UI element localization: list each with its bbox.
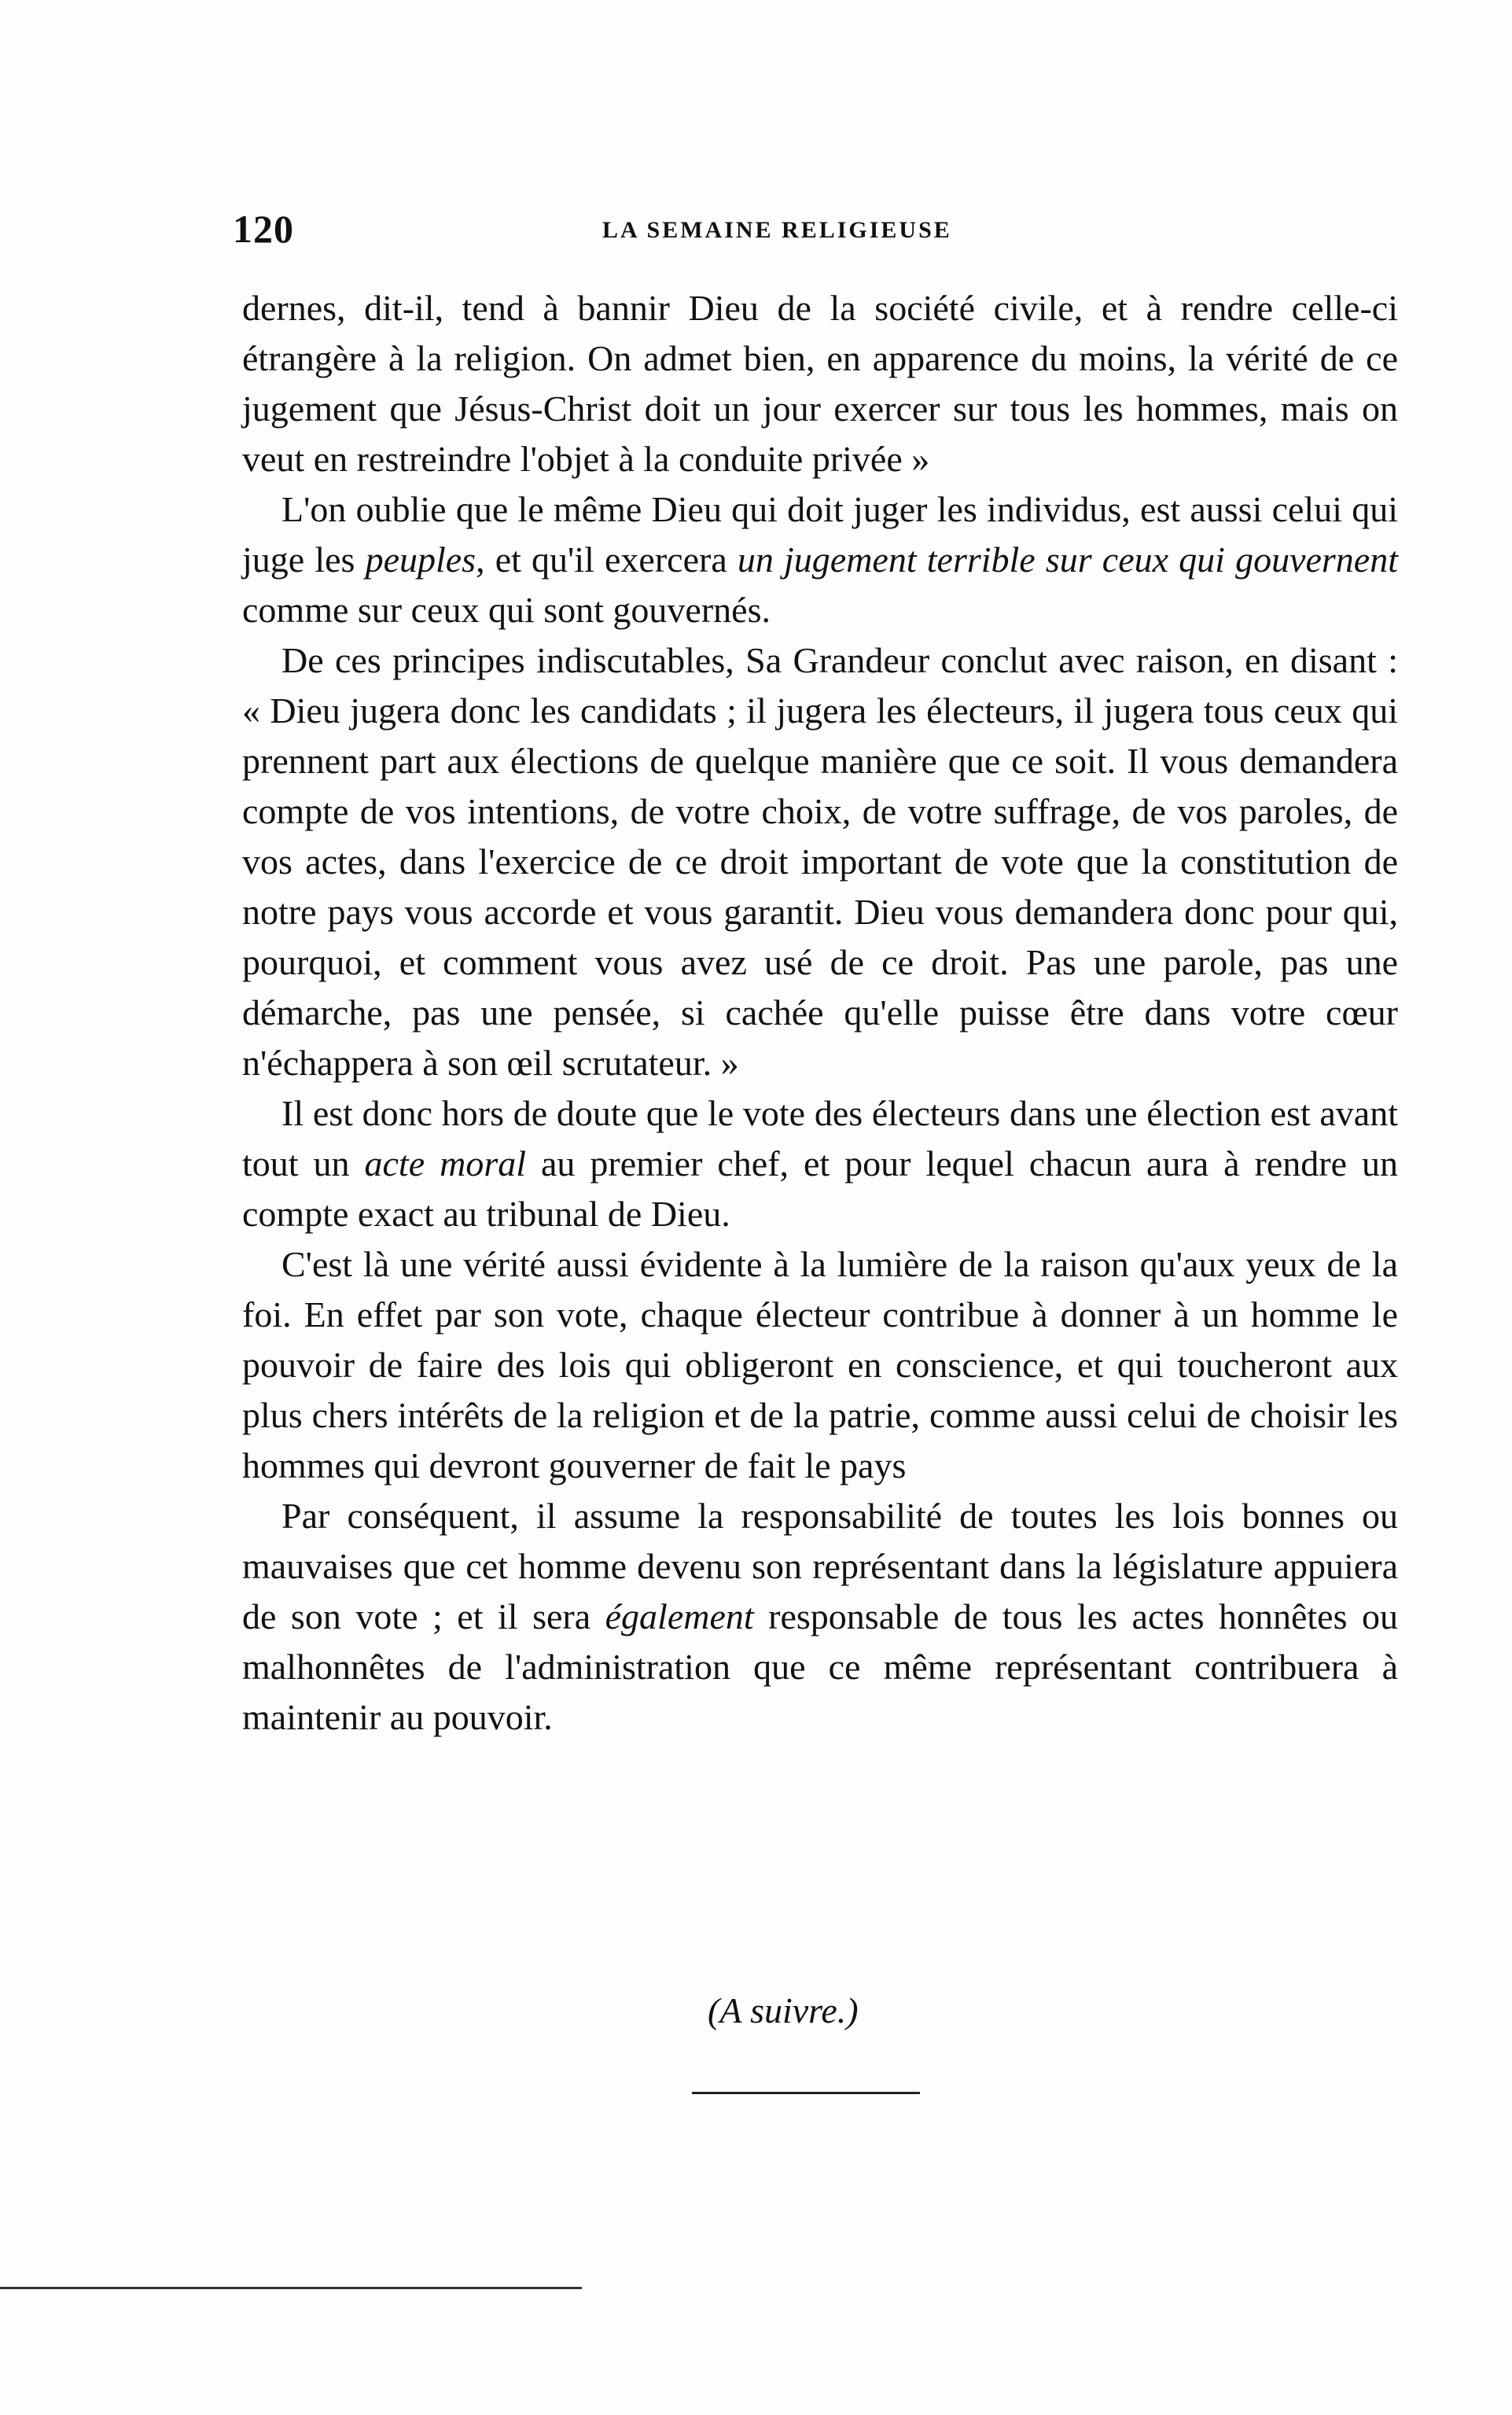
page-number: 120 bbox=[233, 207, 294, 251]
italic-text: un jugement terrible sur ceux qui gouvernent bbox=[737, 539, 1399, 580]
italic-text: acte moral bbox=[364, 1143, 527, 1184]
page-edge-rule bbox=[0, 2287, 582, 2289]
paragraph-text: responsable de tous les actes honnêtes ou malhonnêtes de l'administration que ce même représentant contribuera à maintenir au pouvoir. bbox=[242, 1596, 1398, 1737]
paragraph bbox=[242, 1491, 1398, 1743]
paragraph bbox=[242, 484, 1398, 635]
paragraph-text: , et qu'il exercera bbox=[476, 539, 738, 580]
paragraph bbox=[242, 1088, 1398, 1239]
paragraph bbox=[242, 1239, 1398, 1491]
paragraph bbox=[242, 283, 1398, 484]
paragraph-text: De ces principes indiscutables, Sa Grandeur conclut avec raison, en disant : « Dieu jugera donc les candidats ; il jugera les électeurs, il jugera tous ceux qui prennent part aux élections de quelque manière que ce soit. Il vous demandera compte de vos intentions, de votre choix, de votre suffrage, de vos paroles, de vos actes, dans l'exercice de ce droit important de vote que la constitution de notre pays vous accorde et vous garantit. Dieu vous demandera donc pour qui, pourquoi, et comment vous avez usé de ce droit. Pas une parole, pas une démarche, pas une pensée, si cachée qu'elle puisse être dans votre cœur n'échappera à son œil scrutateur. » bbox=[242, 640, 1398, 1083]
page-header bbox=[233, 206, 1389, 261]
article-body bbox=[242, 283, 1398, 1743]
paragraph-text: L'on oublie que le même Dieu qui doit juger les individus, est aussi celui qui juge les bbox=[242, 489, 1398, 580]
end-rule bbox=[692, 2092, 920, 2094]
italic-text: peuples bbox=[365, 539, 476, 580]
paragraph-text: Il est donc hors de doute que le vote des électeurs dans une élection est avant tout un bbox=[242, 1093, 1398, 1184]
paragraph-text: au premier chef, et pour lequel chacun aura à rendre un compte exact au tribunal de Dieu. bbox=[242, 1143, 1399, 1234]
continuation-note: (A suivre.) bbox=[708, 1990, 859, 2030]
paragraph bbox=[242, 635, 1398, 1088]
paragraph-text: dernes, dit-il, tend à bannir Dieu de la société civile, et à rendre celle-ci étrangère à la religion. On admet bien, en apparence du moins, la vérité de ce jugement que Jésus-Christ doit un jour exercer sur tous les hommes, mais on veut en restreindre l'objet à la conduite privée » bbox=[242, 288, 1398, 479]
paragraph-text: comme sur ceux qui sont gouvernés. bbox=[242, 590, 771, 630]
paragraph-text: C'est là une vérité aussi évidente à la lumière de la raison qu'aux yeux de la foi. En effet par son vote, chaque électeur contribue à donner à un homme le pouvoir de faire des lois qui obligeront en conscience, et qui toucheront aux plus chers intérêts de la religion et de la patrie, comme aussi celui de choisir les hommes qui devront gouverner de fait le pays bbox=[242, 1244, 1398, 1485]
running-title: LA SEMAINE RELIGIEUSE bbox=[602, 217, 952, 243]
italic-text: également bbox=[605, 1596, 754, 1636]
paragraph-text: Par conséquent, il assume la responsabilité de toutes les lois bonnes ou mauvaises que cet homme devenu son représentant dans la législature appuiera de son vote ; et il sera bbox=[242, 1496, 1398, 1636]
